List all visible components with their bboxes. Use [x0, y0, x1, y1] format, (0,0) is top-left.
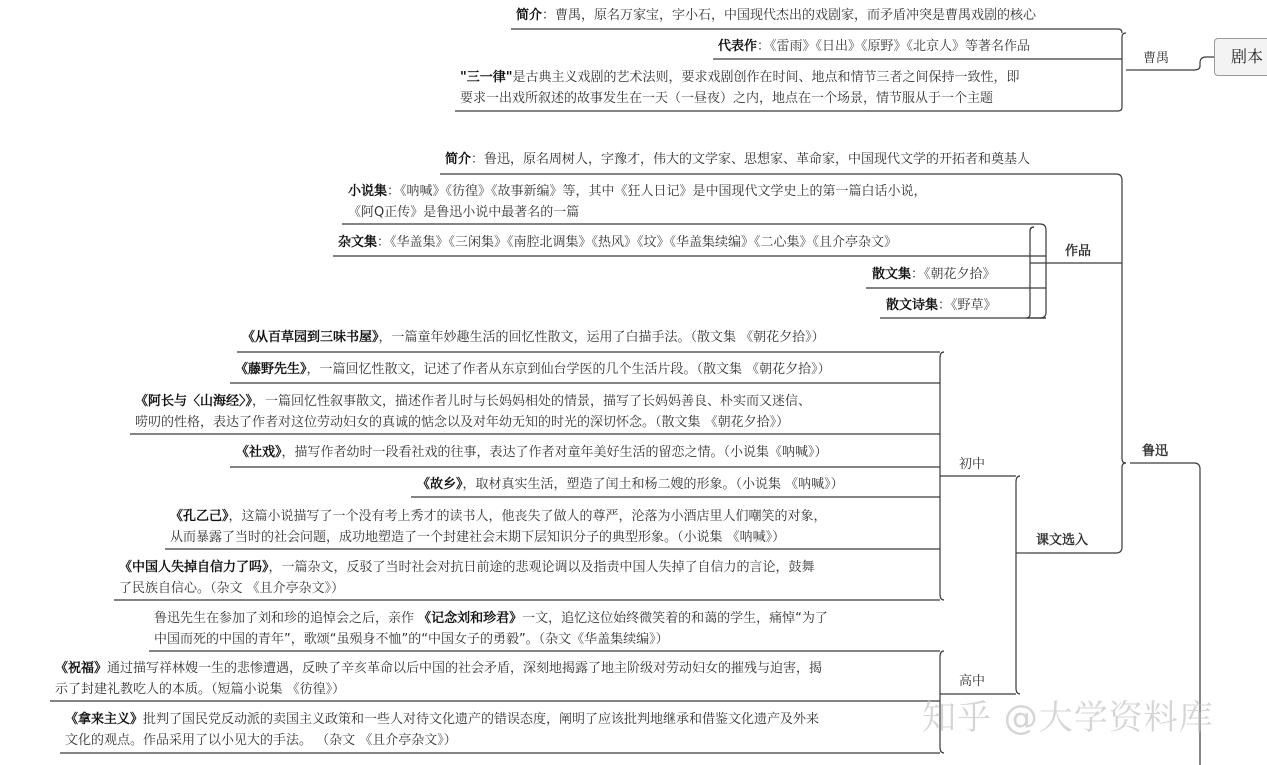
cao-intro-text: 曹禺，原名万家宝，字小石，中国现代杰出的戏剧家，而矛盾冲突是曹禺戏剧的核心 — [555, 8, 1037, 23]
works-prose-poems-text: 《野草》 — [951, 298, 997, 313]
works-essays — [338, 232, 897, 253]
works-novels-head: 小说集 — [348, 184, 388, 199]
cao-three-unities — [460, 67, 1020, 109]
lu-intro — [445, 149, 1030, 170]
junior-item-5-line2: 从而暴露了当时的社会问题，成功地塑造了一个封建社会末期下层知识分子的典型形象。（小说集 《呐喊》） — [170, 530, 786, 545]
works-essays-text: 《华盖集》《三闲集》《南腔北调集》《热风》《坟》《华盖集续编》《二心集》《且介亭杂文》 — [390, 235, 898, 250]
cao-intro-sep: ： — [542, 8, 556, 23]
branch-cao-yu[interactable]: 曹禺 — [1143, 51, 1170, 66]
root-node-drama[interactable]: 剧本 — [1214, 38, 1267, 76]
junior-item-5-line1: ，这篇小说描写了一个没有考上秀才的读书人，他丧失了做人的尊严，沦落为小酒店里人们嘲笑的对象， — [228, 509, 827, 524]
senior-item-0-pre: 鲁迅先生在参加了刘和珍的追悼会之后，亲作 — [154, 611, 419, 626]
senior-item-2-line1: 批判了国民党反动派的卖国主义政策和一些人对待文化遗产的错误态度，阐明了应该批判地继承和借鉴文化遗产及外来 — [143, 712, 820, 727]
works-novels-sep: ： — [387, 184, 401, 199]
cao-intro-head: 简介 — [516, 8, 543, 23]
junior-item-0-title: 《从百草园到三味书屋》 — [242, 330, 379, 345]
branch-selections[interactable]: 课文选入 — [1036, 533, 1089, 548]
cao-intro — [516, 5, 1036, 26]
lu-intro-sep: ： — [471, 152, 485, 167]
senior-item-0 — [154, 608, 828, 650]
works-prose — [872, 264, 996, 285]
works-novels-line2: 《阿Q正传》是鲁迅小说中最著名的一篇 — [348, 205, 580, 220]
senior-item-1-line1: 通过描写祥林嫂一生的悲惨遭遇，反映了辛亥革命以后中国的社会矛盾，深刻地揭露了地主阶级对劳动妇女的摧残与迫害，揭 — [107, 661, 823, 676]
senior-item-0-title: 《记念刘和珍君》 — [418, 611, 523, 626]
junior-item-3-text: ，描写作者幼时一段看社戏的往事，表达了作者对童年美好生活的留恋之情。（小说集《呐喊》） — [281, 445, 828, 460]
junior-item-4-text: ，取材真实生活，塑造了闰土和杨二嫂的形象。（小说集 《呐喊》） — [462, 477, 844, 492]
junior-item-0-text: ，一篇童年妙趣生活的回忆性散文，运用了白描手法。（散文集 《朝花夕拾》） — [378, 330, 825, 345]
junior-item-5 — [170, 506, 827, 548]
branch-senior[interactable]: 高中 — [959, 674, 986, 689]
works-prose-text: 《朝花夕拾》 — [924, 267, 996, 282]
works-essays-head: 杂文集 — [338, 235, 378, 250]
junior-item-5-title: 《孔乙己》 — [170, 509, 229, 524]
cao-works-text: 《雷雨》《日出》《原野》《北京人》等著名作品 — [770, 39, 1031, 54]
junior-item-2-line2: 唠叨的性格，表达了作者对这位劳动妇女的真诚的惦念以及对年幼无知的时光的深切怀念。（散文集 《朝花夕拾》） — [135, 415, 790, 430]
senior-item-2 — [65, 709, 819, 751]
junior-item-1 — [235, 359, 831, 380]
junior-item-6 — [119, 557, 815, 599]
senior-item-1-line2: 示了封建礼教吃人的本质。（短篇小说集 《彷徨》） — [55, 682, 346, 697]
works-prose-poems-head: 散文诗集 — [886, 298, 939, 313]
cao-works-sep: ： — [757, 39, 771, 54]
senior-item-0-line2: 中国而死的中国的青年”，歌颂“虽殒身不恤”的“中国女子的勇毅”。（杂文《华盖集续编》） — [154, 632, 669, 647]
junior-item-6-line1: ，一篇杂文，反驳了当时社会对抗日前途的悲观论调以及指责中国人失掉了自信力的言论，鼓舞 — [268, 560, 815, 575]
senior-item-1 — [55, 658, 822, 700]
branch-junior[interactable]: 初中 — [959, 457, 986, 472]
cao-works — [718, 36, 1030, 57]
works-prose-head: 散文集 — [872, 267, 912, 282]
junior-item-6-line2: 了民族自信心。（杂文 《且介亭杂文》） — [119, 581, 345, 596]
cao-three-unities-head: "三一律" — [460, 70, 513, 85]
junior-item-1-title: 《藤野先生》 — [235, 362, 307, 377]
cao-three-unities-line2: 要求一出戏所叙述的故事发生在一天（一昼夜）之内，地点在一个场景，情节服从于一个主题 — [460, 91, 994, 106]
junior-item-2-line1: ，一篇回忆性叙事散文，描述作者儿时与长妈妈相处的情景，描写了长妈妈善良、朴实而又迷信、 — [252, 394, 812, 409]
junior-item-2-title: 《阿长与〈山海经〉》 — [135, 394, 253, 409]
junior-item-3-title: 《社戏》 — [236, 445, 282, 460]
junior-item-1-text: ，一篇回忆性散文，记述了作者从东京到仙台学医的几个生活片段。（散文集 《朝花夕拾》） — [306, 362, 831, 377]
senior-item-0-line1: 一文，追忆这位始终微笑着的和蔼的学生，痛悼“为了 — [522, 611, 828, 626]
branch-works[interactable]: 作品 — [1065, 244, 1092, 259]
senior-item-1-title: 《祝福》 — [55, 661, 108, 676]
works-prose-sep: ： — [911, 267, 925, 282]
works-prose-poems — [886, 295, 997, 316]
senior-item-2-title: 《拿来主义》 — [65, 712, 144, 727]
junior-item-2 — [135, 391, 811, 433]
junior-item-6-title: 《中国人失掉自信力了吗》 — [119, 560, 269, 575]
junior-item-3 — [236, 442, 828, 463]
junior-item-0 — [242, 327, 825, 348]
lu-intro-head: 简介 — [445, 152, 472, 167]
works-prose-poems-sep: ： — [938, 298, 952, 313]
branch-lu-xun[interactable]: 鲁迅 — [1142, 444, 1169, 459]
cao-works-head: 代表作 — [718, 39, 758, 54]
works-novels — [348, 181, 927, 223]
watermark: 知乎 @大学资料库 — [922, 698, 1214, 738]
senior-item-2-line2: 文化的观点。作品采用了以小见大的手法。 （杂文 《且介亭杂文》） — [65, 733, 457, 748]
lu-intro-text: 鲁迅，原名周树人，字豫才，伟大的文学家、思想家、革命家，中国现代文学的开拓者和奠基人 — [484, 152, 1031, 167]
junior-item-4 — [417, 474, 844, 495]
works-novels-line1: 《呐喊》《彷徨》《故事新编》等，其中《狂人日记》是中国现代文学史上的第一篇白话小说， — [400, 184, 927, 199]
cao-three-unities-line1: 是古典主义戏剧的艺术法则，要求戏剧创作在时间、地点和情节三者之间保持一致性，即 — [512, 70, 1020, 85]
works-essays-sep: ： — [377, 235, 391, 250]
junior-item-4-title: 《故乡》 — [417, 477, 463, 492]
